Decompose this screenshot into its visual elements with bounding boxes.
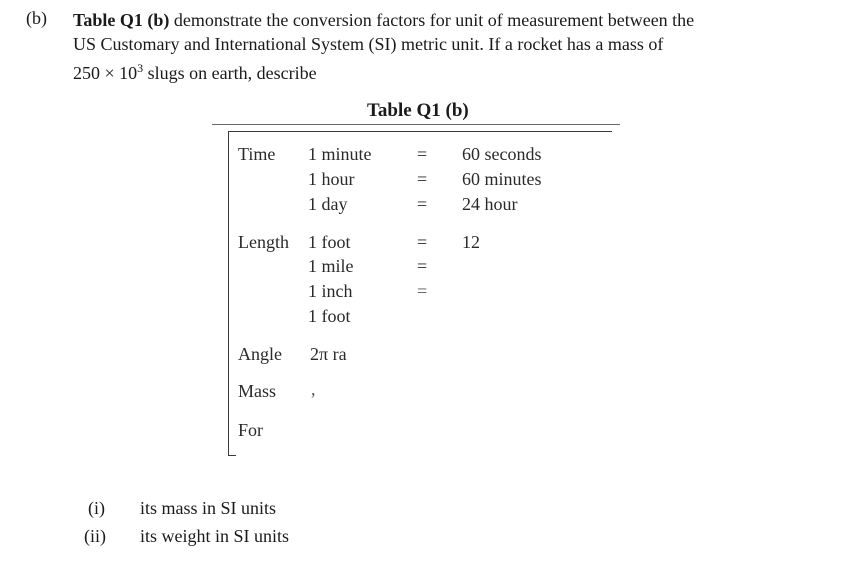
category-time: Time — [238, 144, 276, 164]
subquestion-number: (i) — [88, 498, 105, 518]
question-line-1-text: demonstrate the conversion factors for unit of measurement between the — [169, 10, 695, 30]
subquestion-number: (ii) — [84, 526, 106, 546]
unit-1-hour: 1 hour — [308, 169, 355, 189]
table-title: Table Q1 (b) — [367, 100, 469, 121]
question-line-3 — [73, 56, 317, 85]
question-label: (b) — [26, 8, 47, 28]
unit-2pi-rad: 2π ra — [310, 344, 347, 364]
table-frame-top — [228, 131, 612, 132]
mass-exponent: 3 — [137, 61, 144, 75]
value-12: 12 — [462, 232, 480, 252]
value-60-seconds: 60 seconds — [462, 144, 542, 164]
table-frame-foot — [228, 455, 236, 456]
equals-sign: = — [417, 169, 428, 189]
category-mass: Mass — [238, 381, 277, 401]
question-line-2: US Customary and International System (SI) metric unit. If a rocket has a mass of — [73, 34, 664, 54]
subquestion-text: its weight in SI units — [140, 526, 290, 546]
question-line-1 — [73, 8, 694, 32]
value-24-hour: 24 hour — [462, 194, 518, 214]
question-line-3-text: slugs on earth, describe — [143, 63, 317, 83]
table-reference: Table Q1 (b) — [73, 10, 170, 30]
unit-1-foot-2: 1 foot — [308, 306, 351, 326]
equals-sign: = — [417, 232, 428, 252]
table-frame-left — [228, 131, 229, 456]
mass-fragment: , — [311, 379, 316, 399]
unit-1-day: 1 day — [308, 194, 348, 214]
value-60-minutes: 60 minutes — [462, 169, 542, 189]
category-length: Length — [238, 232, 289, 252]
subquestion-text: its mass in SI units — [140, 498, 277, 518]
category-force: For — [238, 420, 264, 440]
unit-1-minute: 1 minute — [308, 144, 372, 164]
equals-sign: = — [417, 194, 428, 214]
equals-sign: = — [417, 144, 428, 164]
mass-value: 250 × 10 — [73, 63, 138, 83]
table-top-rule — [212, 124, 620, 125]
category-angle: Angle — [238, 344, 282, 364]
equals-sign: = — [417, 256, 428, 276]
equals-sign: = — [417, 281, 428, 301]
unit-1-inch: 1 inch — [308, 281, 353, 301]
unit-1-mile: 1 mile — [308, 256, 354, 276]
unit-1-foot: 1 foot — [308, 232, 351, 252]
